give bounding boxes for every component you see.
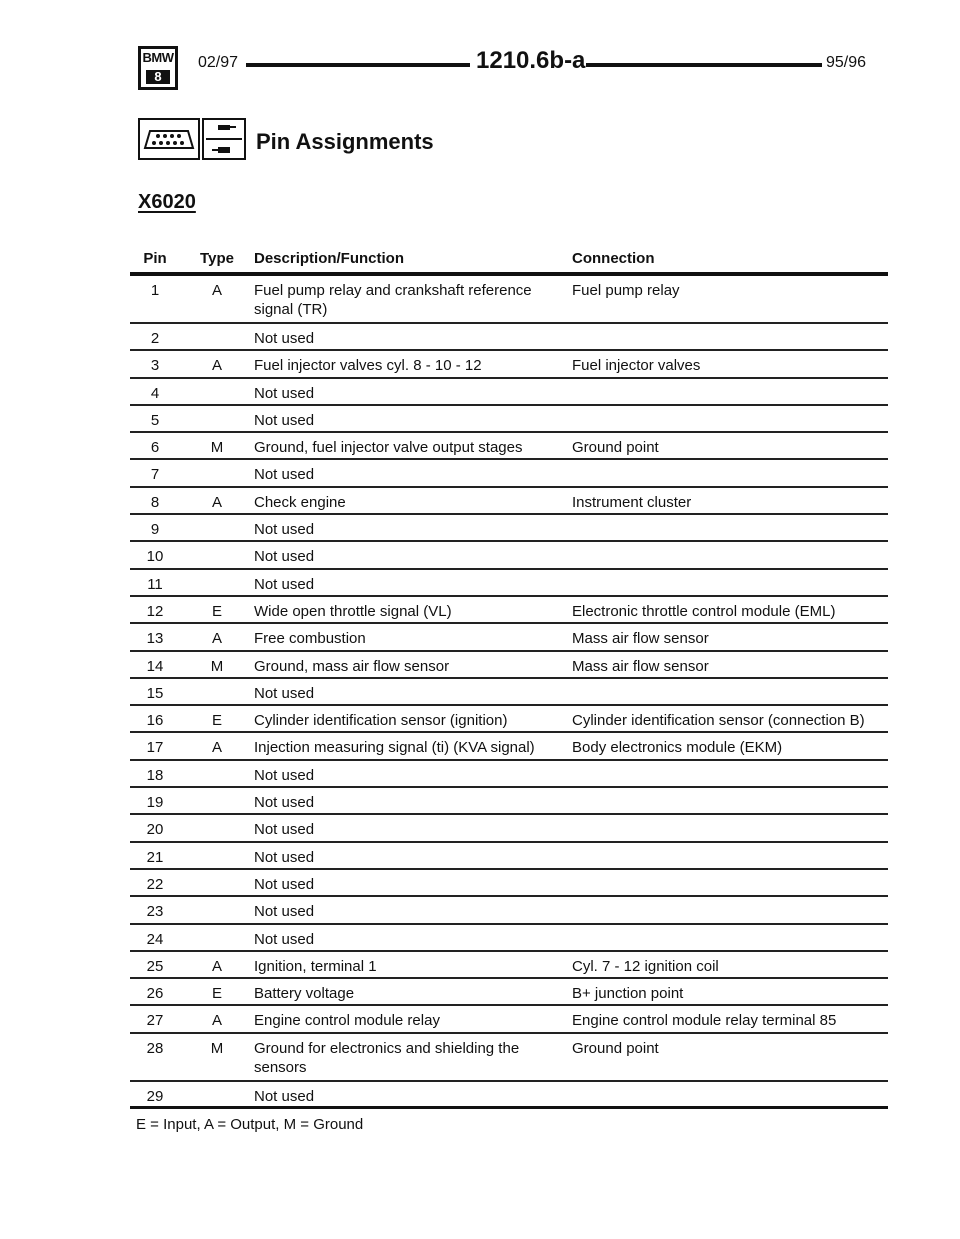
- type-cell: A: [211, 1012, 222, 1030]
- connection-cell: Cylinder identification sensor (connection B): [572, 712, 865, 730]
- header-rule-right: [586, 63, 822, 67]
- column-header-description: Description/Function: [254, 250, 404, 267]
- table-row: [130, 652, 888, 679]
- description-cell: Battery voltage: [254, 985, 355, 1003]
- type-cell: M: [210, 439, 224, 457]
- description-cell: Engine control module relay: [254, 1012, 440, 1030]
- table-row: [130, 1006, 888, 1033]
- pin-cell: 17: [146, 739, 164, 757]
- description-cell: Not used: [254, 821, 315, 839]
- description-cell: Not used: [254, 1087, 315, 1105]
- table-row: [130, 624, 888, 651]
- table-row: [130, 515, 888, 542]
- type-cell: A: [211, 357, 222, 375]
- pin-cell: 29: [146, 1087, 164, 1105]
- table-row: [130, 542, 888, 569]
- type-cell: A: [211, 493, 222, 511]
- pin-cell: 3: [150, 357, 160, 375]
- pin-cell: 27: [146, 1012, 164, 1030]
- description-cell: Injection measuring signal (ti) (KVA signal): [254, 739, 535, 757]
- description-cell: Fuel injector valves cyl. 8 - 10 - 12: [254, 357, 482, 375]
- connection-cell: Electronic throttle control module (EML): [572, 602, 836, 620]
- type-cell: M: [210, 657, 224, 675]
- section-title: Pin Assignments: [256, 129, 434, 154]
- pin-cell: 9: [150, 521, 160, 539]
- description-cell: Not used: [254, 330, 315, 347]
- pin-cell: 5: [150, 411, 160, 429]
- pin-cell: 25: [146, 957, 164, 975]
- description-cell: Ground, mass air flow sensor: [254, 657, 450, 675]
- pin-cell: 19: [146, 794, 164, 812]
- pin-cell: 7: [150, 466, 160, 484]
- description-cell: Fuel pump relay and crankshaft reference signal (TR): [254, 282, 532, 318]
- description-cell: Not used: [254, 930, 315, 948]
- header-rule-left: [246, 63, 470, 67]
- description-cell: Not used: [254, 794, 315, 812]
- pin-cell: 28: [146, 1039, 164, 1057]
- type-legend: E = Input, A = Output, M = Ground: [136, 1116, 364, 1133]
- description-cell: Not used: [254, 411, 315, 429]
- connection-cell: Engine control module relay terminal 85: [572, 1012, 837, 1030]
- description-cell: Not used: [254, 466, 315, 484]
- description-cell: Not used: [254, 903, 315, 921]
- connection-cell: Mass air flow sensor: [572, 657, 709, 675]
- table-row: [130, 979, 888, 1006]
- table-row: [130, 788, 888, 815]
- table-row: [130, 379, 888, 406]
- type-cell: A: [211, 282, 222, 299]
- column-header-type: Type: [200, 250, 234, 267]
- pin-cell: 10: [146, 548, 164, 566]
- pin-cell: 15: [146, 684, 164, 702]
- pin-cell: 4: [150, 384, 160, 402]
- table-row: [130, 488, 888, 515]
- table-row: [130, 843, 888, 870]
- pin-cell: 20: [146, 821, 164, 839]
- connector-id: X6020: [138, 191, 196, 213]
- table-row: [130, 925, 888, 952]
- description-cell: Ignition, terminal 1: [254, 957, 377, 975]
- table-row: [130, 597, 888, 624]
- description-cell: Not used: [254, 684, 315, 702]
- header-model-years: 95/96: [826, 54, 867, 71]
- pin-cell: 8: [150, 493, 160, 511]
- pin-cell: 11: [147, 575, 163, 593]
- type-cell: E: [211, 712, 222, 730]
- description-cell: Cylinder identification sensor (ignition): [254, 712, 508, 730]
- pin-cell: 2: [150, 330, 160, 347]
- description-cell: Wide open throttle signal (VL): [254, 602, 452, 620]
- type-cell: M: [210, 1039, 224, 1057]
- table-row: [130, 733, 888, 760]
- logo-series: 8: [146, 70, 170, 84]
- description-cell: Ground for electronics and shielding the sensors: [254, 1039, 520, 1076]
- connection-cell: Ground point: [572, 1039, 659, 1057]
- table-row: [130, 406, 888, 433]
- header-code: 1210.6b-a: [476, 47, 586, 74]
- column-header-pin: Pin: [143, 250, 167, 267]
- header-date: 02/97: [198, 54, 239, 71]
- pin-cell: 21: [146, 848, 164, 866]
- table-row: [130, 897, 888, 924]
- pin-assignment-icon: [202, 118, 246, 160]
- description-cell: Not used: [254, 384, 315, 402]
- pin-cell: 26: [146, 985, 164, 1003]
- column-header-connection: Connection: [572, 250, 655, 267]
- connector-plug-icon: [138, 118, 200, 160]
- logo-text: BMW: [142, 50, 174, 65]
- table-row: [130, 679, 888, 706]
- connection-cell: Cyl. 7 - 12 ignition coil: [572, 957, 719, 975]
- description-cell: Free combustion: [254, 630, 366, 648]
- pin-cell: 22: [146, 875, 164, 893]
- table-row: [130, 460, 888, 487]
- description-cell: Not used: [254, 848, 315, 866]
- connection-cell: Instrument cluster: [572, 493, 692, 511]
- type-cell: A: [211, 957, 222, 975]
- pin-cell: 18: [146, 766, 164, 784]
- table-row: [130, 276, 888, 324]
- connection-cell: Body electronics module (EKM): [572, 739, 783, 757]
- pin-table: [130, 276, 888, 1109]
- pin-cell: 23: [146, 903, 164, 921]
- pin-cell: 1: [150, 282, 160, 299]
- connection-cell: B+ junction point: [572, 985, 684, 1003]
- description-cell: Not used: [254, 766, 315, 784]
- pin-cell: 13: [146, 630, 164, 648]
- table-row: [130, 870, 888, 897]
- description-cell: Check engine: [254, 493, 346, 511]
- pin-cell: 16: [146, 712, 164, 730]
- page-header: [138, 42, 888, 92]
- type-cell: E: [211, 985, 222, 1003]
- description-cell: Ground, fuel injector valve output stages: [254, 439, 523, 457]
- description-cell: Not used: [254, 521, 315, 539]
- table-row: [130, 324, 888, 351]
- description-cell: Not used: [254, 548, 315, 566]
- table-row: [130, 761, 888, 788]
- connection-cell: Fuel injector valves: [572, 357, 701, 375]
- pin-cell: 6: [150, 439, 160, 457]
- type-cell: A: [211, 630, 222, 648]
- table-row: [130, 351, 888, 378]
- connection-cell: Mass air flow sensor: [572, 630, 709, 648]
- table-row: [130, 952, 888, 979]
- connection-cell: Fuel pump relay: [572, 282, 680, 299]
- table-row: [130, 1082, 888, 1109]
- type-cell: A: [211, 739, 222, 757]
- table-row: [130, 1034, 888, 1082]
- pin-cell: 14: [146, 657, 164, 675]
- bmw-8-series-logo: [138, 46, 178, 90]
- table-row: [130, 815, 888, 842]
- table-row: [130, 706, 888, 733]
- pin-cell: 24: [146, 930, 164, 948]
- description-cell: Not used: [254, 875, 315, 893]
- type-cell: E: [211, 602, 222, 620]
- table-row: [130, 433, 888, 460]
- connection-cell: Ground point: [572, 439, 659, 457]
- pin-cell: 12: [146, 602, 164, 620]
- table-row: [130, 570, 888, 597]
- description-cell: Not used: [254, 575, 315, 593]
